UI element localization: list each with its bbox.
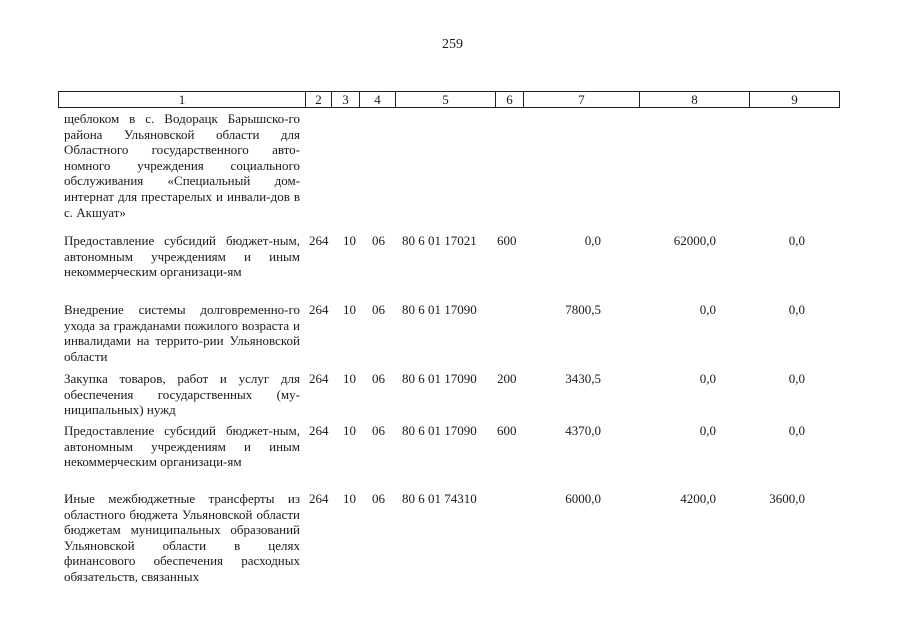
row-name: щеблоком в с. Водорацк Барышско-го района Ульяновской области для Областного государственного авто-номного учреждения социального обслуживания «Специальный дом-интернат для престарелых и инвали-дов в с. Акшуат» (64, 111, 300, 220)
header-col-7: 7 (523, 92, 639, 107)
row-name: Предоставление субсидий бюджет-ным, автономным учреждениям и иным некоммерческим организаци-ям (64, 233, 300, 280)
row-value-col7: 3430,5 (565, 371, 601, 386)
row-vr: 600 (497, 423, 517, 438)
row-grbs: 264 (309, 491, 329, 506)
row-value-col7: 7800,5 (565, 302, 601, 317)
row-value-col8: 0,0 (699, 423, 716, 438)
row-pr: 06 (372, 491, 385, 506)
row-rz: 10 (343, 302, 356, 317)
row-grbs: 264 (309, 371, 329, 386)
row-value-col7: 0,0 (584, 233, 601, 248)
row-value-col8: 0,0 (699, 371, 716, 386)
header-col-3: 3 (331, 92, 359, 107)
row-csr: 80 6 01 17090 (402, 371, 477, 386)
row-value-col8: 4200,0 (680, 491, 716, 506)
row-pr: 06 (372, 302, 385, 317)
row-csr: 80 6 01 17021 (402, 233, 477, 248)
row-rz: 10 (343, 233, 356, 248)
row-value-col8: 0,0 (699, 302, 716, 317)
header-col-4: 4 (359, 92, 395, 107)
row-rz: 10 (343, 371, 356, 386)
header-col-2: 2 (305, 92, 331, 107)
page-number: 259 (442, 37, 463, 52)
header-col-1: 1 (178, 92, 186, 107)
row-csr: 80 6 01 74310 (402, 491, 477, 506)
row-value-col9: 0,0 (788, 302, 805, 317)
row-grbs: 264 (309, 423, 329, 438)
row-name: Внедрение системы долговременно-го ухода за гражданами пожилого возраста и инвалидами на террито-рии Ульяновской области (64, 302, 300, 364)
row-pr: 06 (372, 371, 385, 386)
row-grbs: 264 (309, 302, 329, 317)
row-value-col7: 4370,0 (565, 423, 601, 438)
header-col-8: 8 (639, 92, 749, 107)
row-csr: 80 6 01 17090 (402, 302, 477, 317)
row-rz: 10 (343, 423, 356, 438)
row-vr: 200 (497, 371, 517, 386)
row-name: Иные межбюджетные трансферты из областного бюджета Ульяновской области бюджетам муниципальных образований Ульяновской области в целях финансового обеспечения расходных обязательств, связанных (64, 491, 300, 584)
row-value-col9: 3600,0 (769, 491, 805, 506)
row-value-col9: 0,0 (788, 233, 805, 248)
row-value-col7: 6000,0 (565, 491, 601, 506)
row-pr: 06 (372, 233, 385, 248)
row-value-col8: 62000,0 (673, 233, 716, 248)
table-header-row (58, 91, 840, 108)
header-col-9: 9 (749, 92, 839, 107)
row-csr: 80 6 01 17090 (402, 423, 477, 438)
row-grbs: 264 (309, 233, 329, 248)
row-name: Закупка товаров, работ и услуг для обеспечения государственных (му-ниципальных) нужд (64, 371, 300, 418)
row-pr: 06 (372, 423, 385, 438)
header-col-6: 6 (495, 92, 523, 107)
row-value-col9: 0,0 (788, 423, 805, 438)
row-name: Предоставление субсидий бюджет-ным, автономным учреждениям и иным некоммерческим организаци-ям (64, 423, 300, 470)
header-col-5: 5 (395, 92, 495, 107)
row-value-col9: 0,0 (788, 371, 805, 386)
row-rz: 10 (343, 491, 356, 506)
row-vr: 600 (497, 233, 517, 248)
